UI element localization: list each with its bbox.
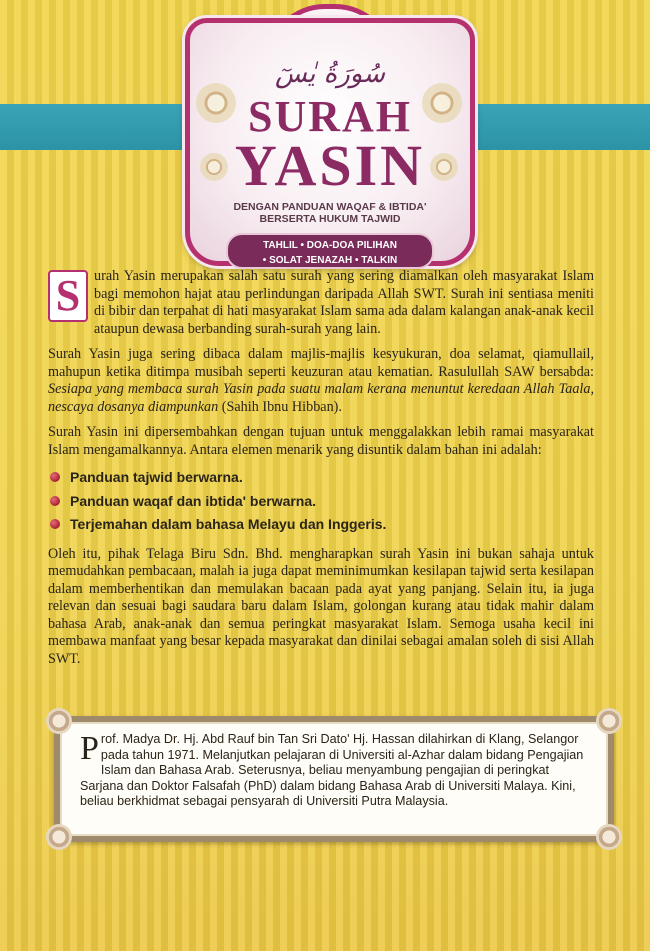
title-badge xyxy=(185,18,475,266)
tags-line-1: TAHLIL • DOA-DOA PILIHAN xyxy=(263,240,397,251)
corner-ornament xyxy=(596,824,622,850)
paragraph-3: Surah Yasin ini dipersembahkan dengan tujuan untuk menggalakkan lebih ramai masyarakat Islam mengamalkannya. Antara elemen menarik yang disuntik dalam bahan ini adalah: xyxy=(48,424,594,458)
feature-item xyxy=(48,469,594,487)
subtitle-line-1: DENGAN PANDUAN WAQAF & IBTIDA' xyxy=(233,201,427,213)
feature-item xyxy=(48,516,594,534)
dropcap-p: P xyxy=(80,730,99,767)
corner-ornament xyxy=(596,708,622,734)
paragraph-2-text: Surah Yasin juga sering dibaca dalam majlis-majlis kesyukuran, doa selamat, qiamullail, mahupun ketika ditimpa musibah seperti keuzuran atau kematian. Rasulullah SAW bersabda: xyxy=(48,346,594,380)
paragraph-intro xyxy=(48,268,594,338)
hadith-quote: Sesiapa yang membaca surah Yasin pada suatu malam kerana menuntut keredaan Allah Taala, nescaya dosanya diampunkan xyxy=(48,381,594,415)
subtitle xyxy=(190,201,470,225)
dropcap-s: S xyxy=(48,270,88,322)
title-line-1: SURAH xyxy=(247,92,413,141)
paragraph-2 xyxy=(48,346,594,416)
bullet-icon xyxy=(50,472,60,482)
tags-line-2: • SOLAT JENAZAH • TALKIN xyxy=(262,255,398,266)
arabic-title: سُورَةُ يٰسٓ xyxy=(274,59,386,89)
title-line-2: YASIN xyxy=(234,133,426,198)
author-bio xyxy=(80,732,588,810)
feature-label: Terjemahan dalam bahasa Melayu dan Inggeris. xyxy=(70,516,387,532)
contents-tags xyxy=(226,233,434,269)
bullet-icon xyxy=(50,519,60,529)
author-bio-box xyxy=(54,716,614,842)
subtitle-line-2: BERSERTA HUKUM TAJWID xyxy=(259,213,401,225)
corner-ornament xyxy=(46,708,72,734)
feature-list xyxy=(48,469,594,534)
feature-label: Panduan waqaf dan ibtida' berwarna. xyxy=(70,492,317,509)
bullet-icon xyxy=(50,496,60,506)
paragraph-4: Oleh itu, pihak Telaga Biru Sdn. Bhd. mengharapkan surah Yasin ini bukan sahaja untuk memudahkan pembacaan, malah ia juga dapat meminimumkan kesilapan tajwid serta kesilapan dalam memberhentikan dan memulakan bacaan pada ayat yang panjang. Selain itu, ia juga relevan dan sesuai bagi saudara baru dalam Islam, golongan kurang atau tidak mahir dalam bahasa Arab, anak-anak dan semua peringkat masyarakat Islam. Semoga usaha kecil ini membawa manfaat yang besar kepada masyarakat dan dinilai sebagai amalan soleh di sisi Allah SWT. xyxy=(48,545,594,667)
feature-label: Panduan tajwid berwarna. xyxy=(70,469,243,485)
corner-ornament xyxy=(46,824,72,850)
hadith-source: (Sahih Ibnu Hibban). xyxy=(218,398,342,415)
paragraph-1-text: urah Yasin merupakan salah satu surah yang sering diamalkan oleh masyarakat Islam bagi memohon hajat atau perlindungan daripada Allah SWT. Surah ini sentiasa meniti di bibir dan terpahat di hati masyarakat Islam sama ada dalam kalangan anak-anak kecil ataupun dewasa berbanding surah-surah yang lain. xyxy=(94,268,594,337)
description-text xyxy=(48,268,594,676)
feature-item xyxy=(48,493,594,511)
author-bio-text: rof. Madya Dr. Hj. Abd Rauf bin Tan Sri Dato' Hj. Hassan dilahirkan di Klang, Selangor pada tahun 1971. Melanjutkan pelajaran di Universiti al-Azhar dalam bidang Pengajian Islam dan Bahasa Arab. Seterusnya, beliau menyambung pengajian di peringkat Sarjana dan Doktor Falsafah (PhD) dalam bidang Bahasa Arab di Universiti Malaya. Kini, beliau berkhidmat sebagai pensyarah di Universiti Putra Malaysia. xyxy=(80,732,584,808)
